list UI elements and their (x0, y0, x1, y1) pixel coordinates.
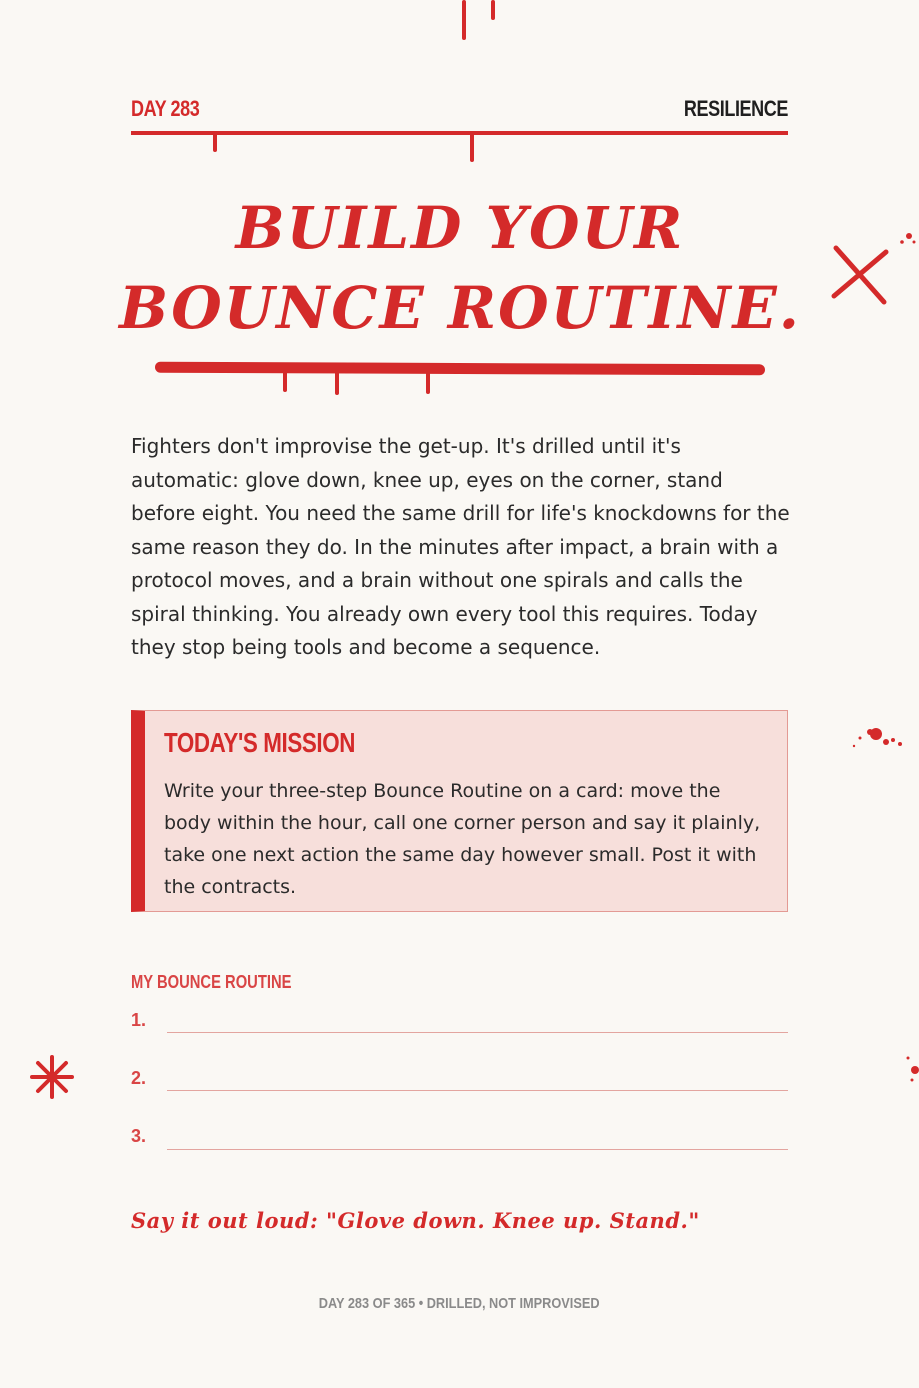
underline-drip-2 (335, 370, 339, 395)
top-drip-left (462, 0, 466, 40)
intro-paragraph: Fighters don't improvise the get-up. It's drilled until it's automatic: glove down, knee up, eyes on the corner, stand before eight. You need the same drill for life's knockdowns for the same reason they do. In the minutes after impact, a brain with a protocol moves, and a brain without one spirals and calls the spiral thinking. You already own every tool this requires. Today they stop being tools and become a sequence. (131, 434, 790, 659)
mission-heading: TODAY'S MISSION (164, 727, 356, 758)
step-line-1[interactable] (167, 1032, 788, 1033)
paint-splatter-icon (848, 718, 908, 758)
edge-splatter-icon (900, 1050, 919, 1085)
routine-heading: MY BOUNCE ROUTINE (131, 972, 292, 992)
step-number-3: 3. (131, 1126, 147, 1146)
header-drip-2 (470, 133, 474, 162)
day-label: DAY 283 (131, 96, 200, 121)
x-mark-icon (826, 228, 919, 310)
underline-drip-1 (283, 370, 287, 392)
mission-text: Write your three-step Bounce Routine on a card: move the body within the hour, call one corner person and say it plainly, take one next action the same day however small. Post it with the contracts. (164, 780, 761, 898)
step-line-2[interactable] (167, 1090, 788, 1091)
asterisk-icon (28, 1053, 76, 1101)
top-drip-right (491, 0, 495, 20)
topic-label: RESILIENCE (683, 96, 788, 121)
step-number-1: 1. (131, 1010, 147, 1030)
mission-box (131, 710, 788, 912)
footer-text: DAY 283 OF 365 • DRILLED, NOT IMPROVISED (319, 1295, 600, 1312)
header-rule (131, 131, 788, 135)
page-title (110, 188, 810, 348)
page-footer (0, 1295, 919, 1312)
header-drip-1 (213, 133, 217, 152)
title-line-2: BOUNCE ROUTINE. (119, 274, 801, 342)
title-line-1: BUILD YOUR (235, 194, 685, 262)
step-line-3[interactable] (167, 1149, 788, 1150)
say-it-line: Say it out loud: "Glove down. Knee up. Stand." (131, 1208, 700, 1233)
step-number-2: 2. (131, 1068, 147, 1088)
title-underline (155, 362, 765, 376)
underline-drip-3 (426, 370, 430, 394)
